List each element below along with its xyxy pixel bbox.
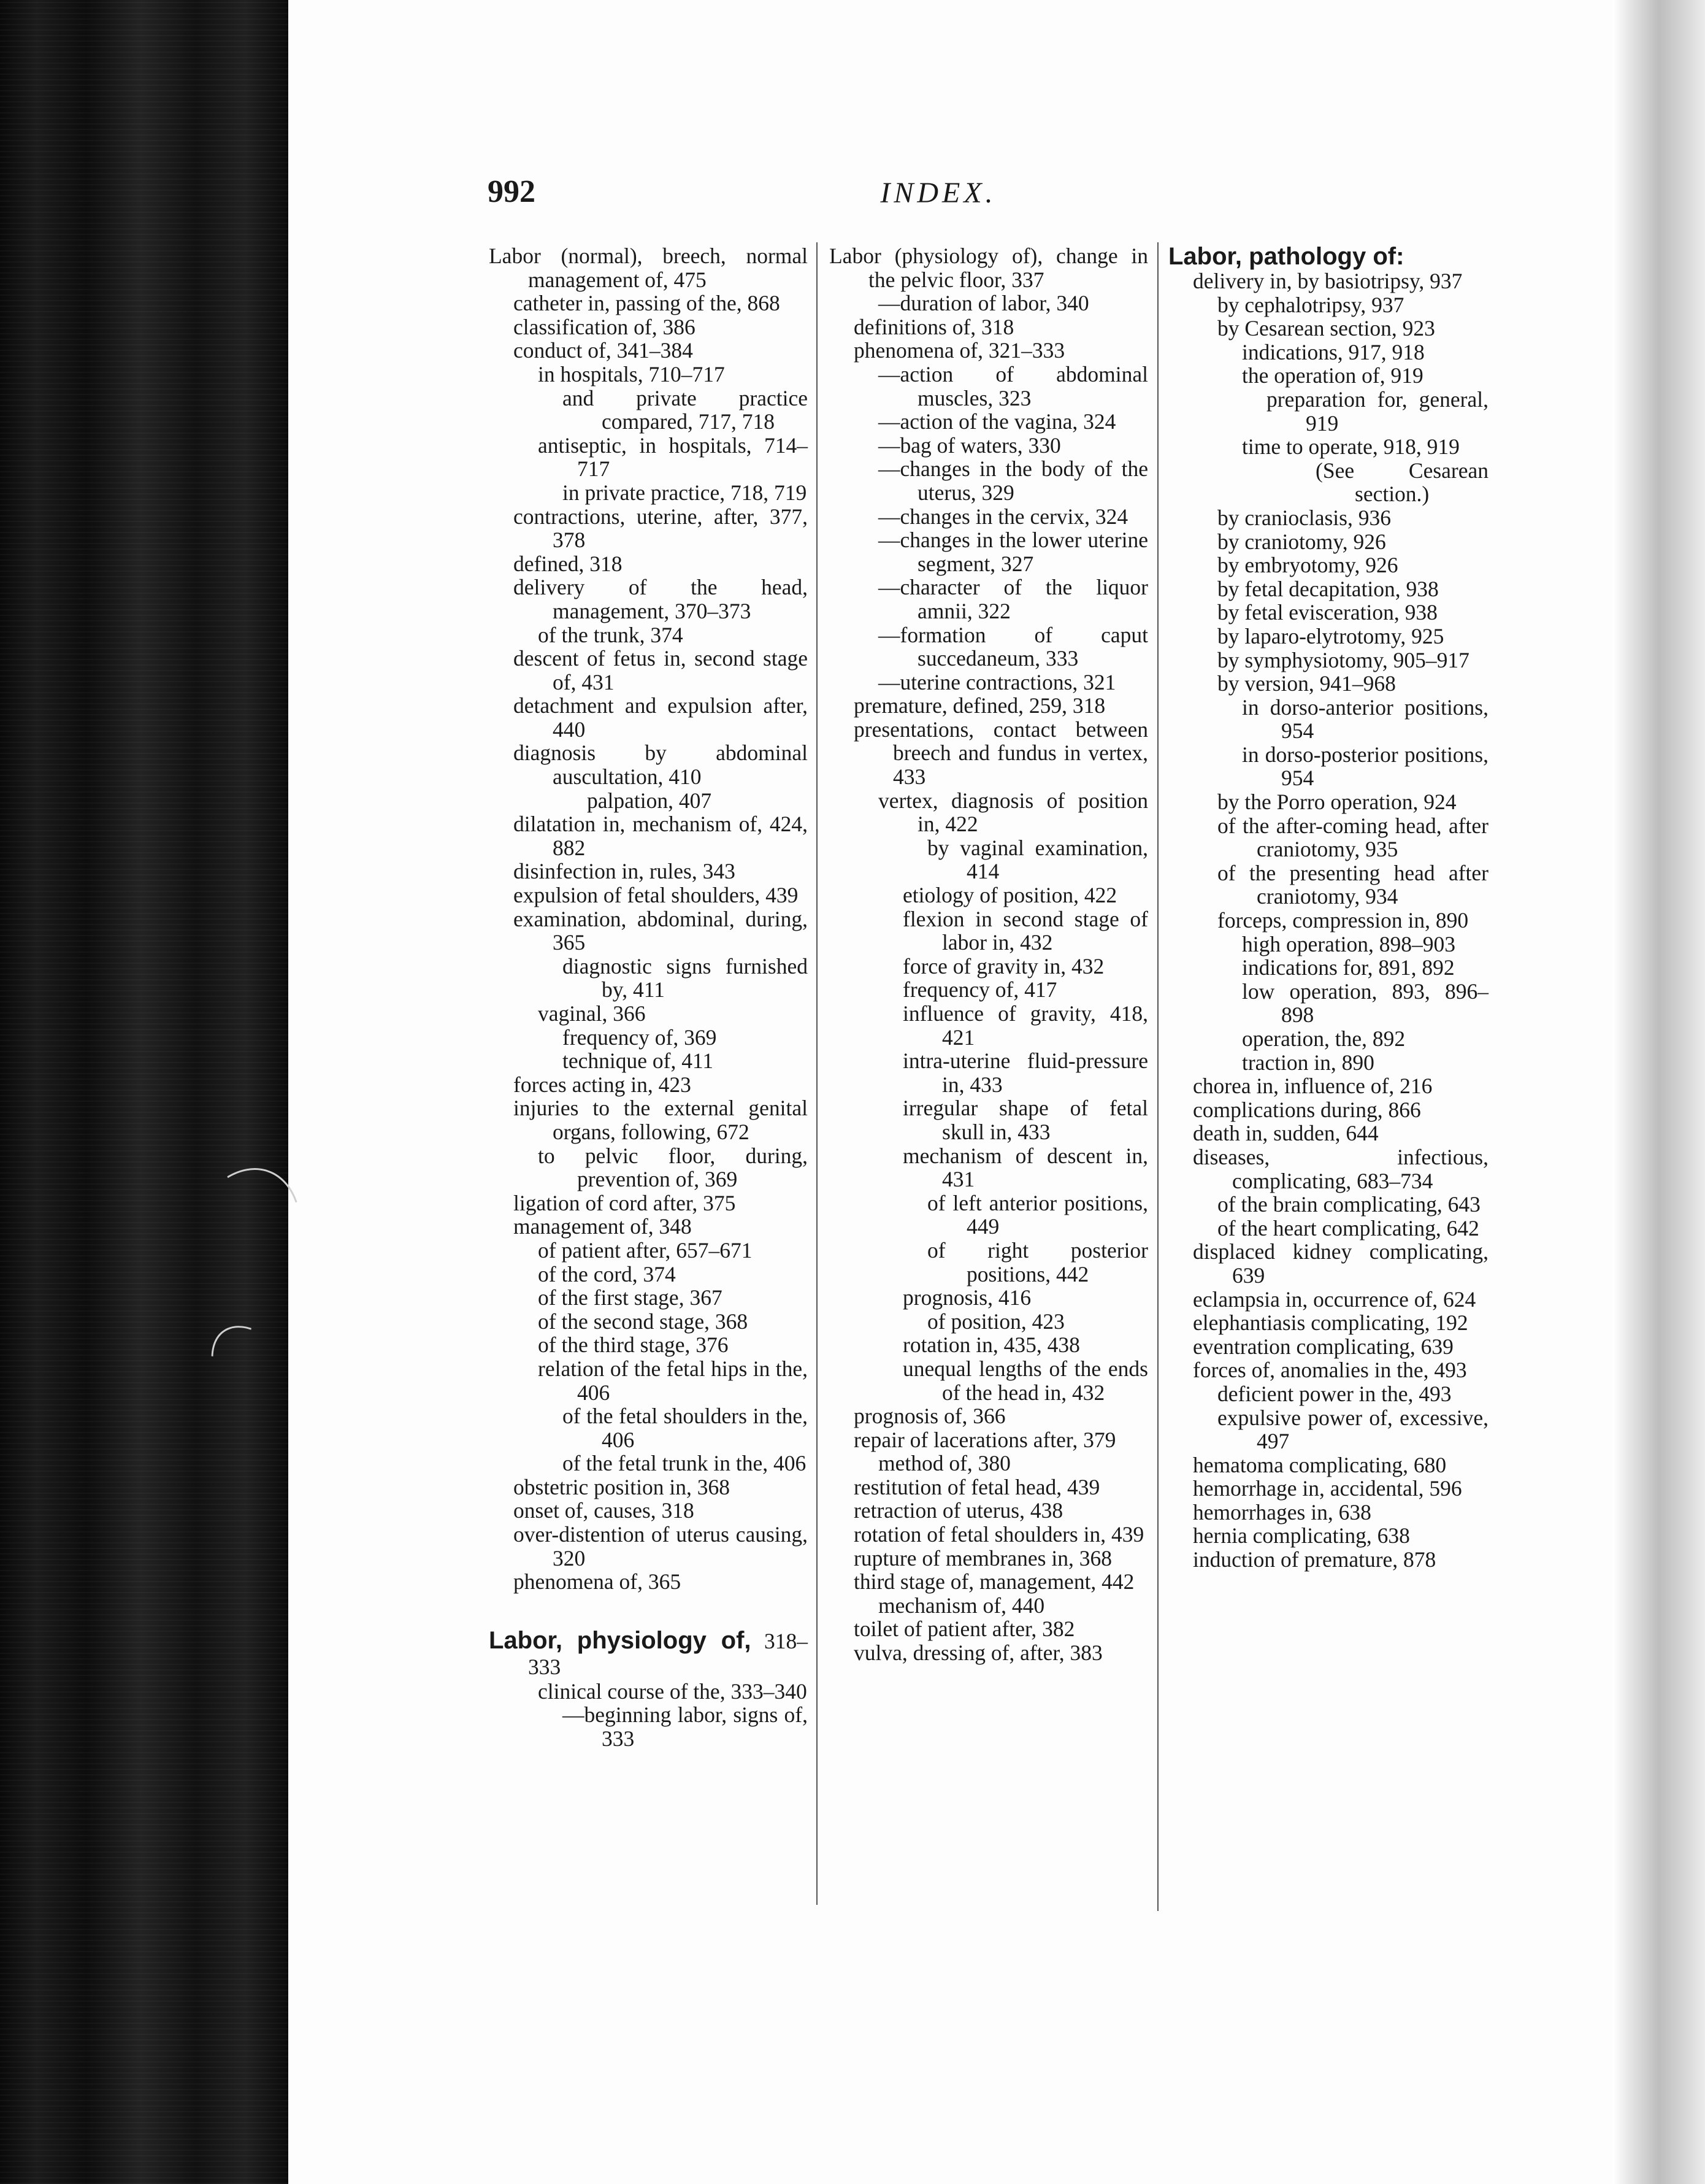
index-entry: complications during, 866 [1193, 1097, 1421, 1122]
page-edge-shadow [1613, 0, 1705, 2184]
index-entry: unequal lengths of the ends of the head in, 432 [903, 1356, 1148, 1405]
index-entry: —duration of labor, 340 [878, 291, 1089, 316]
index-entry: —beginning labor, signs of, 333 [562, 1702, 808, 1751]
index-entry: —bag of waters, 330 [878, 433, 1061, 458]
index-entry: of right posterior positions, 442 [927, 1237, 1148, 1286]
index-entry: preparation for, general, 919 [1266, 386, 1489, 436]
index-entry: hemorrhage in, accidental, 596 [1193, 1476, 1462, 1501]
index-entry: by cranioclasis, 936 [1217, 505, 1391, 530]
index-entry: traction in, 890 [1242, 1050, 1374, 1075]
index-entry: —uterine contractions, 321 [878, 669, 1116, 694]
index-entry: clinical course of the, 333–340 [538, 1678, 807, 1704]
index-entry: Labor (normal), breech, normal management of, 475 [489, 244, 808, 292]
index-entry: hemorrhages in, 638 [1193, 1499, 1371, 1525]
index-entry: flexion in second stage of labor in, 432 [903, 906, 1148, 955]
index-entry: frequency of, 369 [562, 1025, 717, 1050]
index-entry: —changes in the body of the uterus, 329 [878, 456, 1148, 505]
index-entry: force of gravity in, 432 [903, 953, 1105, 979]
index-entry: to pelvic floor, during, prevention of, 369 [538, 1143, 808, 1192]
index-entry: classification of, 386 [513, 314, 695, 339]
running-head: INDEX. [880, 177, 997, 209]
index-entry: management of, 348 [513, 1214, 692, 1239]
index-entry: of left anterior positions, 449 [927, 1190, 1148, 1239]
index-entry: of the after-coming head, after craniotomy, 935 [1217, 813, 1489, 862]
index-entry: by fetal evisceration, 938 [1217, 600, 1438, 625]
index-entry: third stage of, management, 442 [854, 1569, 1135, 1594]
index-entry: by symphysiotomy, 905–917 [1217, 647, 1469, 672]
index-entry: by the Porro operation, 924 [1217, 790, 1457, 815]
index-entry: retraction of uterus, 438 [854, 1498, 1063, 1523]
index-entry: catheter in, passing of the, 868 [513, 291, 780, 316]
index-entry: prognosis, 416 [903, 1285, 1032, 1310]
index-entry: indications for, 891, 892 [1242, 955, 1455, 980]
index-entry: of the fetal shoulders in the, 406 [562, 1404, 808, 1452]
book-spine-shadow [0, 0, 288, 2184]
index-entry: detachment and expulsion after, 440 [513, 693, 808, 742]
index-entry: influence of gravity, 418, 421 [903, 1001, 1148, 1050]
index-entry: the operation of, 919 [1242, 363, 1423, 388]
index-entry: onset of, causes, 318 [513, 1498, 694, 1523]
index-entry: delivery of the head, management, 370–373 [513, 575, 808, 623]
index-entry: of the presenting head after craniotomy, 934 [1217, 860, 1489, 909]
index-entry: of the second stage, 368 [538, 1309, 748, 1334]
index-entry: mechanism of, 440 [878, 1593, 1045, 1618]
index-entry: of the trunk, 374 [538, 622, 683, 647]
index-entry: —action of the vagina, 324 [878, 409, 1116, 434]
index-entry: irregular shape of fetal skull in, 433 [903, 1096, 1148, 1144]
index-entry: toilet of patient after, 382 [854, 1617, 1075, 1642]
index-entry: disinfection in, rules, 343 [513, 859, 735, 884]
index-entry: presentations, contact between breech and fundus in vertex, 433 [854, 717, 1148, 790]
index-entry: of the heart complicating, 642 [1217, 1215, 1479, 1240]
index-entry: premature, defined, 259, 318 [854, 693, 1106, 718]
index-heading-text: Labor, pathology of: [1168, 243, 1404, 270]
index-entry: and private practice compared, 717, 718 [562, 385, 808, 434]
index-entry: method of, 380 [878, 1451, 1011, 1476]
index-entry: of the fetal trunk in the, 406 [562, 1451, 807, 1476]
index-entry: by cephalotripsy, 937 [1217, 292, 1404, 317]
index-entry: descent of fetus in, second stage of, 431 [513, 646, 808, 694]
index-column-3 [1168, 244, 1489, 1572]
index-entry: by embryotomy, 926 [1217, 553, 1398, 578]
index-entry: phenomena of, 365 [513, 1569, 681, 1594]
index-entry: by vaginal examination, 414 [927, 835, 1148, 884]
index-entry: diagnosis by abdominal auscultation, 410 [513, 740, 808, 790]
index-entry: elephantiasis complicating, 192 [1193, 1310, 1468, 1336]
index-entry: obstetric position in, 368 [513, 1474, 730, 1499]
index-entry: forceps, compression in, 890 [1217, 908, 1469, 933]
index-entry: —character of the liquor amnii, 322 [878, 575, 1148, 623]
index-entry: diseases, infectious, complicating, 683–734 [1193, 1144, 1489, 1193]
index-heading [1168, 244, 1489, 269]
index-heading-text: Labor, physiology of, [489, 1626, 751, 1654]
index-column-2 [829, 244, 1148, 1665]
index-entry: rotation of fetal shoulders in, 439 [854, 1522, 1144, 1547]
index-entry: in private practice, 718, 719 [562, 480, 807, 505]
index-entry: over-distention of uterus causing, 320 [513, 1522, 808, 1571]
index-entry: —action of abdominal muscles, 323 [878, 361, 1148, 410]
index-entry: Labor (physiology of), change in the pelvic floor, 337 [829, 244, 1148, 292]
index-entry: chorea in, influence of, 216 [1193, 1074, 1433, 1099]
index-entry: expulsion of fetal shoulders, 439 [513, 883, 799, 908]
index-entry: examination, abdominal, during, 365 [513, 906, 808, 955]
index-entry: vaginal, 366 [538, 1001, 646, 1026]
index-entry: in dorso-posterior positions, 954 [1242, 742, 1489, 791]
index-entry: (See Cesarean section.) [1316, 458, 1489, 507]
index-entry: indications, 917, 918 [1242, 339, 1425, 364]
index-entry: relation of the fetal hips in the, 406 [538, 1356, 808, 1405]
index-entry: of the cord, 374 [538, 1261, 676, 1286]
index-entry: low operation, 893, 896–898 [1242, 979, 1489, 1028]
index-entry: in dorso-anterior positions, 954 [1242, 694, 1489, 744]
index-entry: antiseptic, in hospitals, 714–717 [538, 433, 808, 482]
index-entry: of the third stage, 376 [538, 1332, 729, 1358]
index-entry: in hospitals, 710–717 [538, 361, 725, 386]
index-entry: eclampsia in, occurrence of, 624 [1193, 1286, 1476, 1312]
index-entry: intra-uterine fluid-pressure in, 433 [903, 1048, 1148, 1097]
index-entry: by fetal decapitation, 938 [1217, 576, 1439, 601]
index-entry: —changes in the lower uterine segment, 327 [878, 528, 1148, 576]
index-entry: expulsive power of, excessive, 497 [1217, 1405, 1489, 1454]
index-entry: time to operate, 918, 919 [1242, 434, 1460, 459]
index-entry: etiology of position, 422 [903, 883, 1117, 908]
column-rule [816, 242, 818, 1905]
index-entry: by Cesarean section, 923 [1217, 316, 1435, 341]
index-entry: repair of lacerations after, 379 [854, 1427, 1116, 1452]
index-entry: vulva, dressing of, after, 383 [854, 1640, 1103, 1666]
index-entry: by laparo-elytrotomy, 925 [1217, 623, 1444, 648]
index-entry: prognosis of, 366 [854, 1404, 1006, 1429]
index-entry: death in, sudden, 644 [1193, 1121, 1379, 1146]
index-entry: of the first stage, 367 [538, 1285, 722, 1310]
index-entry: of position, 423 [927, 1309, 1065, 1334]
index-entry: displaced kidney complicating, 639 [1193, 1239, 1489, 1288]
index-entry: dilatation in, mechanism of, 424, 882 [513, 812, 808, 860]
index-entry: restitution of fetal head, 439 [854, 1474, 1100, 1499]
index-entry: induction of premature, 878 [1193, 1547, 1436, 1572]
index-entry: eventration complicating, 639 [1193, 1334, 1454, 1359]
index-entry: contractions, uterine, after, 377, 378 [513, 504, 808, 553]
index-entry: diagnostic signs furnished by, 411 [562, 953, 808, 1002]
index-entry: —changes in the cervix, 324 [878, 504, 1128, 529]
index-entry: technique of, 411 [562, 1048, 714, 1074]
index-entry: definitions of, 318 [854, 314, 1014, 339]
index-entry: injuries to the external genital organs, following, 672 [513, 1096, 808, 1144]
page-number: 992 [488, 174, 535, 209]
index-entry: vertex, diagnosis of position in, 422 [878, 788, 1148, 837]
index-entry: frequency of, 417 [903, 977, 1057, 1002]
index-entry: of the brain complicating, 643 [1217, 1192, 1481, 1217]
index-entry: high operation, 898–903 [1242, 931, 1456, 956]
index-entry: phenomena of, 321–333 [854, 338, 1065, 363]
index-entry: of patient after, 657–671 [538, 1237, 753, 1263]
index-column-1 [489, 244, 808, 1751]
index-entry: —formation of caput succedaneum, 333 [878, 622, 1148, 671]
index-entry: rupture of membranes in, 368 [854, 1545, 1112, 1571]
index-entry: defined, 318 [513, 551, 623, 576]
index-entry: operation, the, 892 [1242, 1026, 1406, 1051]
index-heading-pages: 318–333 [528, 1628, 808, 1679]
index-entry: deficient power in the, 493 [1217, 1381, 1452, 1406]
index-entry: rotation in, 435, 438 [903, 1332, 1080, 1358]
column-rule [1157, 242, 1159, 1911]
index-entry: hematoma complicating, 680 [1193, 1452, 1447, 1477]
index-entry: conduct of, 341–384 [513, 338, 693, 363]
index-entry: hernia complicating, 638 [1193, 1523, 1410, 1548]
index-entry: mechanism of descent in, 431 [903, 1143, 1148, 1192]
index-heading [489, 1628, 808, 1680]
index-entry: delivery in, by basiotripsy, 937 [1193, 269, 1463, 293]
index-entry: forces of, anomalies in the, 493 [1193, 1358, 1467, 1383]
index-entry: forces acting in, 423 [513, 1072, 691, 1097]
index-entry: by craniotomy, 926 [1217, 529, 1386, 554]
index-entry: palpation, 407 [587, 788, 712, 813]
index-entry: by version, 941–968 [1217, 671, 1396, 696]
index-entry: ligation of cord after, 375 [513, 1190, 736, 1215]
